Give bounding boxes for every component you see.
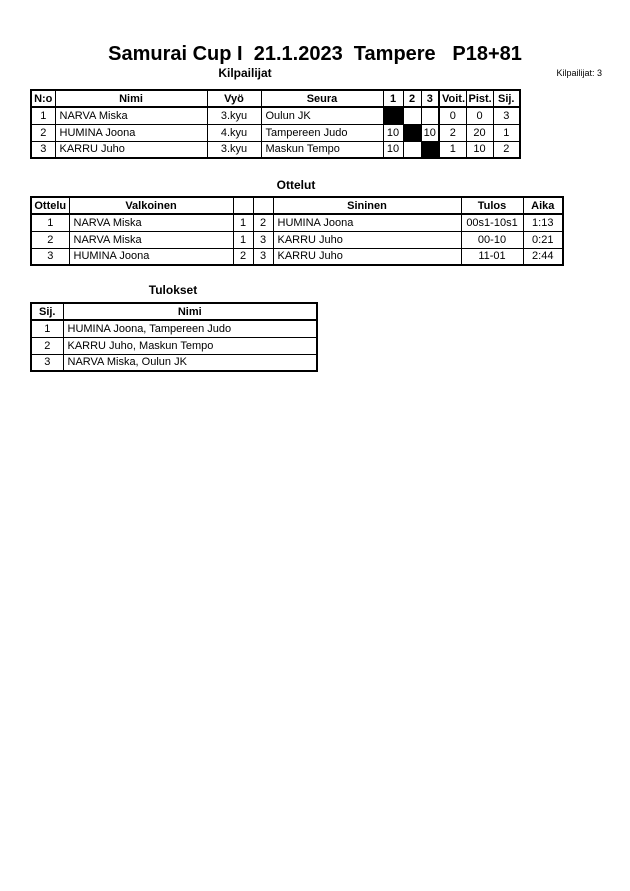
cell-white-number: 1 [233,231,253,248]
matches-table [30,196,564,266]
cell-blue-name: KARRU Juho [273,248,461,265]
result-row [31,320,317,337]
section-title-kilpailijat: Kilpailijat [218,66,272,80]
cell-match1-self [383,107,403,124]
cell-match1: 10 [383,124,403,141]
cell-white-number: 2 [233,248,253,265]
result-row [31,337,317,354]
col-header-match1: 1 [383,90,403,107]
matches-header-row [31,197,563,214]
cell-sij: 1 [493,124,520,141]
cell-blue-name: HUMINA Joona [273,214,461,231]
cell-name-club: HUMINA Joona, Tampereen Judo [63,320,317,337]
competitor-row [31,141,520,158]
col-header-aika: Aika [523,197,563,214]
cell-blue-number: 3 [253,248,273,265]
result-row [31,354,317,371]
col-header-vyo: Vyö [207,90,261,107]
cell-sij: 2 [493,141,520,158]
col-header-valkoinen: Valkoinen [69,197,233,214]
cell-pist: 10 [466,141,493,158]
cell-time: 0:21 [523,231,563,248]
col-header-no: N:o [31,90,55,107]
cell-placement: 3 [31,354,63,371]
results-table [30,302,318,372]
col-header-blue-number [253,197,273,214]
cell-white-name: NARVA Miska [69,214,233,231]
match-row [31,248,563,265]
competitors-header-row [31,90,520,107]
cell-match-no: 1 [31,214,69,231]
cell-vyo: 3.kyu [207,141,261,158]
cell-blue-name: KARRU Juho [273,231,461,248]
cell-result: 00s1-10s1 [461,214,523,231]
cell-pist: 20 [466,124,493,141]
cell-seura: Tampereen Judo [261,124,383,141]
cell-match3 [421,107,439,124]
competitors-table [30,89,521,159]
col-header-nimi: Nimi [63,303,317,320]
cell-sij: 3 [493,107,520,124]
cell-white-number: 1 [233,214,253,231]
tournament-title: Samurai Cup I 21.1.2023 Tampere P18+81 [108,43,522,65]
col-header-seura: Seura [261,90,383,107]
cell-match3: 10 [421,124,439,141]
col-header-nimi: Nimi [55,90,207,107]
cell-no: 3 [31,141,55,158]
cell-blue-number: 3 [253,231,273,248]
cell-time: 1:13 [523,214,563,231]
cell-match-no: 3 [31,248,69,265]
cell-result: 00-10 [461,231,523,248]
cell-pist: 0 [466,107,493,124]
cell-nimi: HUMINA Joona [55,124,207,141]
cell-match1: 10 [383,141,403,158]
col-header-match2: 2 [403,90,421,107]
cell-match-no: 2 [31,231,69,248]
competitors-count: Kilpailijat: 3 [556,68,602,78]
competitor-row [31,124,520,141]
cell-placement: 1 [31,320,63,337]
cell-match2 [403,107,421,124]
cell-match2-self [403,124,421,141]
cell-time: 2:44 [523,248,563,265]
cell-white-name: NARVA Miska [69,231,233,248]
col-header-tulos: Tulos [461,197,523,214]
competitor-row [31,107,520,124]
section-title-ottelut: Ottelut [276,178,316,192]
section-title-tulokset: Tulokset [148,283,198,297]
col-header-sij: Sij. [31,303,63,320]
cell-vyo: 3.kyu [207,107,261,124]
col-header-ottelu: Ottelu [31,197,69,214]
cell-voit: 2 [439,124,466,141]
col-header-match3: 3 [421,90,439,107]
col-header-voit: Voit. [439,90,466,107]
cell-no: 2 [31,124,55,141]
cell-voit: 1 [439,141,466,158]
cell-seura: Oulun JK [261,107,383,124]
cell-nimi: NARVA Miska [55,107,207,124]
cell-voit: 0 [439,107,466,124]
cell-nimi: KARRU Juho [55,141,207,158]
col-header-pist: Pist. [466,90,493,107]
cell-name-club: NARVA Miska, Oulun JK [63,354,317,371]
match-row [31,231,563,248]
col-header-sij: Sij. [493,90,520,107]
cell-seura: Maskun Tempo [261,141,383,158]
cell-vyo: 4.kyu [207,124,261,141]
col-header-sininen: Sininen [273,197,461,214]
cell-no: 1 [31,107,55,124]
cell-match2 [403,141,421,158]
col-header-white-number [233,197,253,214]
results-header-row [31,303,317,320]
cell-name-club: KARRU Juho, Maskun Tempo [63,337,317,354]
cell-blue-number: 2 [253,214,273,231]
cell-match3-self [421,141,439,158]
match-row [31,214,563,231]
cell-placement: 2 [31,337,63,354]
cell-white-name: HUMINA Joona [69,248,233,265]
cell-result: 11-01 [461,248,523,265]
